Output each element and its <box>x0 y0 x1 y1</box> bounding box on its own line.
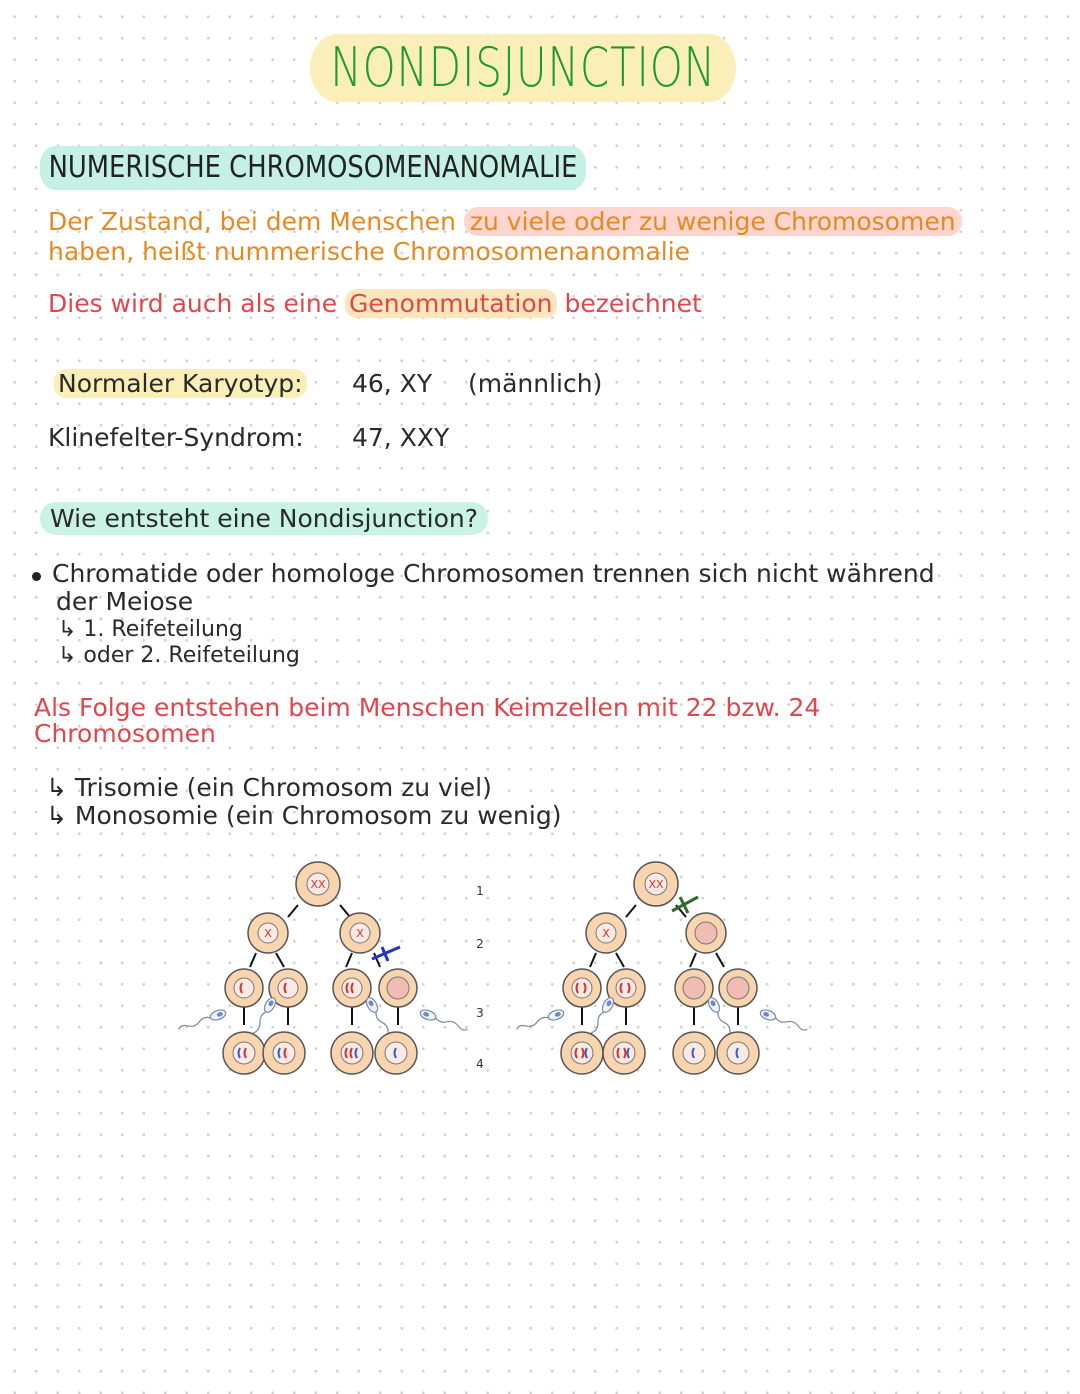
cell-left-r3-3 <box>333 969 371 1007</box>
step-number: 2 <box>476 937 484 951</box>
cell-left-r4-3 <box>331 1032 373 1074</box>
chromosome-label: X <box>264 927 272 940</box>
karyotype-klinefelter-label: Klinefelter-Syndrom: <box>48 423 304 452</box>
cell-left-r4-2 <box>263 1032 305 1074</box>
step-number: 4 <box>476 1057 484 1071</box>
bullet-sub-1: ↳ 1. Reifeteilung <box>58 617 243 642</box>
cell-right-r3-1 <box>563 969 601 1007</box>
definition-line-1 <box>48 208 962 236</box>
karyotype-normal-value: 46, XY <box>352 369 433 398</box>
green-cross-icon <box>672 897 698 913</box>
step-number: 1 <box>476 884 484 898</box>
right-tree <box>515 862 809 1074</box>
karyotype-normal-label <box>54 370 307 398</box>
cell-right-r4-4 <box>717 1032 759 1074</box>
definition-line-2: haben, heißt nummerische Chromosomenanomalie <box>48 237 691 266</box>
cell-right-r4-1 <box>561 1032 603 1074</box>
bullet-line-2: der Meiose <box>56 587 194 616</box>
chromosome-label: X <box>356 927 364 940</box>
bullet-sub-2: ↳ oder 2. Reifeteilung <box>58 643 300 668</box>
left-tree <box>177 862 469 1074</box>
sperm-icon <box>515 1008 565 1034</box>
result-trisomie: ↳ Trisomie (ein Chromosom zu viel) <box>46 773 492 802</box>
meiosis-diagram <box>160 855 840 1095</box>
question-text: Wie entsteht eine Nondisjunction? <box>40 502 488 535</box>
sperm-icon <box>759 1008 809 1034</box>
consequence-line-2: Chromosomen <box>34 719 216 748</box>
bullet-dot <box>32 572 41 581</box>
cell-right-mid-1 <box>586 913 626 953</box>
cell-right-r4-2 <box>603 1032 645 1074</box>
cell-left-mid-1 <box>248 913 288 953</box>
consequence-line-1: Als Folge entstehen beim Menschen Keimzellen mit 22 bzw. 24 <box>34 693 821 722</box>
karyotype-klinefelter-value: 47, XXY <box>352 423 450 452</box>
cell-left-r4-1 <box>223 1032 265 1074</box>
question-heading <box>40 505 488 533</box>
cell-left-mid-2 <box>340 913 380 953</box>
cell-left-top <box>296 862 340 906</box>
sperm-icon <box>419 1008 469 1034</box>
cell-right-mid-2 <box>686 913 726 953</box>
arrow <box>616 953 624 967</box>
definition-highlight: zu viele oder zu wenige Chromosomen <box>464 207 962 236</box>
arrow <box>288 905 298 917</box>
cell-right-r4-3 <box>673 1032 715 1074</box>
karyotype-label: Normaler Karyotyp: <box>54 369 307 398</box>
chromosome-label: XX <box>648 878 664 891</box>
sperm-icon <box>177 1008 227 1034</box>
genom-text-pre: Dies wird auch als eine <box>48 289 338 318</box>
bullet-line-1: Chromatide oder homologe Chromosomen trennen sich nicht während <box>52 559 935 588</box>
arrow <box>590 953 596 967</box>
cell-right-r3-3 <box>675 969 713 1007</box>
arrow <box>340 905 350 917</box>
section-heading: NUMERISCHE CHROMOSOMENANOMALIE <box>40 146 586 190</box>
cell-left-r3-1 <box>225 969 263 1007</box>
chromosome-label: X <box>602 927 610 940</box>
arrow <box>276 953 284 967</box>
page-title: NONDISJUNCTION <box>310 34 736 102</box>
cell-right-top <box>634 862 678 906</box>
genom-highlight: Genommutation <box>345 289 556 318</box>
definition-text: Der Zustand, bei dem Menschen <box>48 207 456 236</box>
genom-line <box>48 290 702 318</box>
arrow <box>690 953 696 967</box>
arrow <box>716 953 724 967</box>
cell-left-r3-4 <box>379 969 417 1007</box>
result-monosomie: ↳ Monosomie (ein Chromosom zu wenig) <box>46 801 562 830</box>
karyotype-normal-note: (männlich) <box>468 369 603 398</box>
arrow <box>250 953 256 967</box>
genom-text-post: bezeichnet <box>564 289 702 318</box>
step-number: 3 <box>476 1006 484 1020</box>
arrow <box>346 953 352 967</box>
cell-left-r4-4 <box>375 1032 417 1074</box>
arrow <box>626 905 636 917</box>
chromosome-label: XX <box>310 878 326 891</box>
cell-right-r3-4 <box>719 969 757 1007</box>
